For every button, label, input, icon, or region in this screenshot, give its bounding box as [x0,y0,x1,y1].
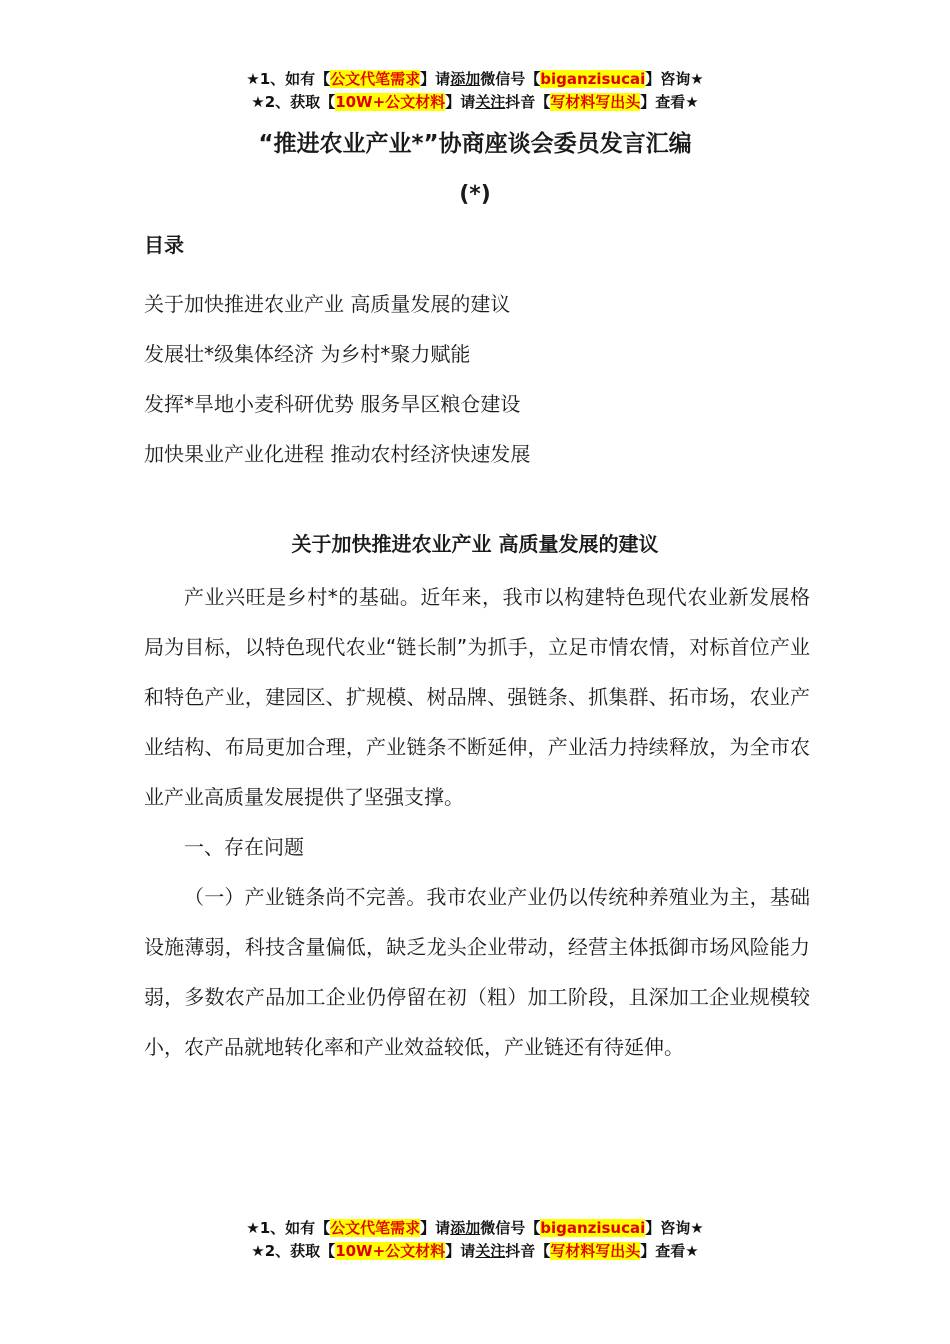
toc-heading: 目录 [144,233,184,257]
promo-text: ★1、如有【 [246,70,331,88]
promo-text: ★2、获取【 [251,93,336,111]
body-paragraph: （一）产业链条尚不完善。我市农业产业仍以传统种养殖业为主，基础设施薄弱，科技含量偏低，缺乏龙头企业带动，经营主体抵御市场风险能力弱，多数农产品加工企业仍停留在初（粗）加工阶段，且深加工企业规模较小，农产品就地转化率和产业效益较低，产业链还有待延伸。 [144,885,810,1059]
promo-highlight: 10W+公文材料 [335,1242,446,1260]
section-title: 关于加快推进农业产业 高质量发展的建议 [291,532,659,556]
body-paragraph: 产业兴旺是乡村*的基础。近年来，我市以构建特色现代农业新发展格局为目标，以特色现代农业“链长制”为抓手，立足市情农情，对标首位产业和特色产业，建园区、扩规模、树品牌、强链条、抓集群、拓市场，农业产业结构、布局更加合理，产业链条不断延伸，产业活力持续释放，为全市农业产业高质量发展提供了坚强支撑。 [144,585,810,809]
promo-underlined: 关注 [475,1242,506,1260]
table-of-contents [144,279,530,479]
promo-text: 抖音【 [505,93,551,111]
document-body [144,572,810,1072]
promo-underlined: 关注 [475,93,506,111]
promo-line-1 [0,1217,950,1240]
promo-text: 微信号【 [480,70,541,88]
promo-text: 】请 [445,93,476,111]
document-subtitle: (*) [459,182,491,207]
toc-item: 发挥*旱地小麦科研优势 服务旱区粮仓建设 [144,392,521,416]
promo-line-2 [0,1240,950,1263]
header-promo-banner [0,68,950,114]
promo-underlined: 添加 [450,1219,481,1237]
promo-highlight: biganzisucai [540,1219,646,1237]
promo-text: 】请 [420,70,451,88]
promo-text: ★1、如有【 [246,1219,331,1237]
toc-item: 发展壮*级集体经济 为乡村*聚力赋能 [144,342,471,366]
promo-line-1 [0,68,950,91]
promo-highlight: 公文代笔需求 [330,1219,421,1237]
promo-highlight: 写材料写出头 [550,93,641,111]
body-paragraph: 一、存在问题 [184,835,304,859]
promo-text: 】请 [445,1242,476,1260]
footer-promo-banner [0,1217,950,1263]
promo-text: 】请 [420,1219,451,1237]
toc-item: 关于加快推进农业产业 高质量发展的建议 [144,292,511,316]
promo-line-2 [0,91,950,114]
promo-text: ★2、获取【 [251,1242,336,1260]
promo-text: 】查看★ [640,1242,699,1260]
promo-text: 】咨询★ [645,70,704,88]
promo-text: 微信号【 [480,1219,541,1237]
promo-highlight: 10W+公文材料 [335,93,446,111]
promo-text: 】查看★ [640,93,699,111]
document-title: “推进农业产业*”协商座谈会委员发言汇编 [258,131,692,157]
promo-text: 】咨询★ [645,1219,704,1237]
promo-highlight: 公文代笔需求 [330,70,421,88]
promo-text: 抖音【 [505,1242,551,1260]
promo-highlight: 写材料写出头 [550,1242,641,1260]
toc-item: 加快果业产业化进程 推动农村经济快速发展 [144,442,531,466]
promo-highlight: biganzisucai [540,70,646,88]
promo-underlined: 添加 [450,70,481,88]
